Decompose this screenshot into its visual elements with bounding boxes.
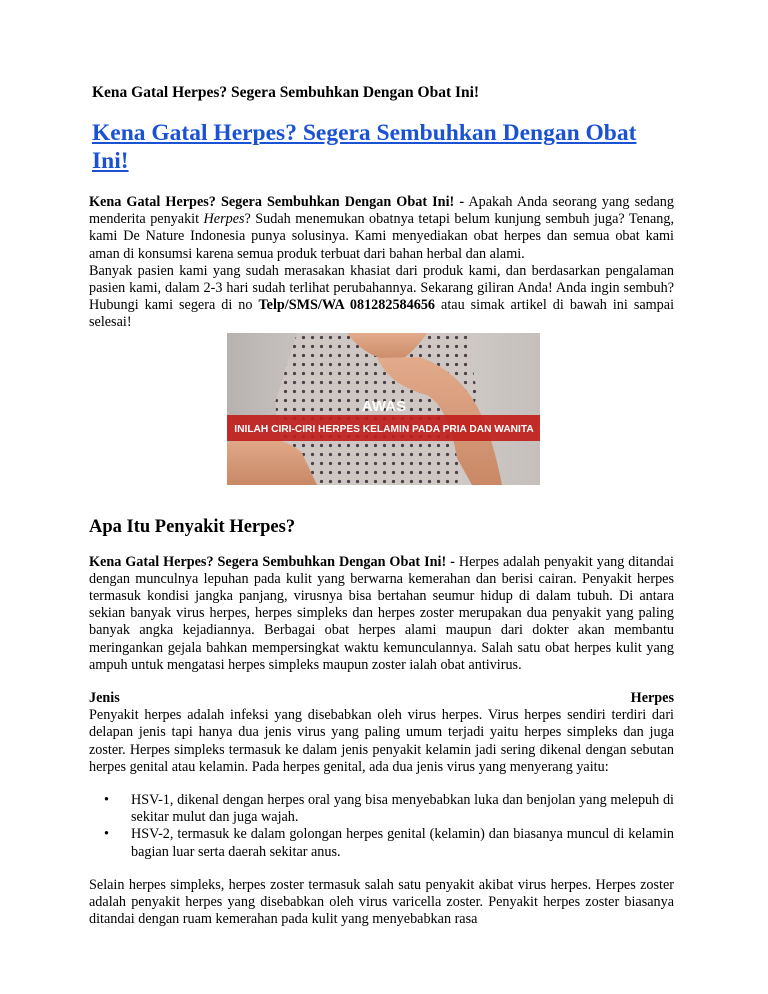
document-body — [89, 84, 674, 928]
article-title-link[interactable]: Kena Gatal Herpes? Segera Sembuhkan Dengan Obat Ini! — [92, 120, 637, 174]
intro-lead: Kena Gatal Herpes? Segera Sembuhkan Dengan Obat Ini! - — [89, 194, 465, 210]
intro-text-b: ? Sudah menemukan obatnya tetapi belum kunjung sembuh juga? Tenang, kami De Nature Indonesia punya solusinya. Kami menyediakan obat herpes dan semua obat kami aman di konsumsi karena semua produk terbuat dari bahan herbal dan alami. — [89, 211, 674, 262]
jenis-heading — [89, 690, 674, 707]
contact-text-b: atau simak artikel di bawah ini sampai selesai! — [89, 297, 675, 331]
banner-awas: AWAS — [361, 397, 407, 415]
list-item — [104, 826, 674, 860]
contact-paragraph — [89, 263, 674, 332]
closing-paragraph: Selain herpes simpleks, herpes zoster termasuk salah satu penyakit akibat virus herpes. Herpes zoster adalah penyakit herpes yang disebabkan oleh virus varicella zoster. Penyakit herpes zoster biasanya ditandai dengan ruam kemerahan pada kulit yang menyebabkan rasa — [89, 876, 674, 928]
list-item-text: HSV-1, dikenal dengan herpes oral yang bisa menyebabkan luka dan benjolan yang melepuh di sekitar mulut dan juga wajah. — [131, 792, 674, 826]
intro-text-a: Apakah Anda seorang yang sedang menderita penyakit — [89, 194, 674, 228]
section-lead: Kena Gatal Herpes? Segera Sembuhkan Dengan Obat Ini! - — [89, 553, 455, 570]
section-heading: Apa Itu Penyakit Herpes? — [89, 516, 296, 537]
list-item — [104, 792, 674, 826]
bullet-icon: • — [104, 792, 109, 809]
section-text: Herpes adalah penyakit yang ditandai dengan munculnya lepuhan pada kulit yang berwarna kemerahan dan berisi cairan. Penyakit herpes termasuk kondisi jangka panjang, virusnya bisa bertahan seumur hidup di dalam tubuh. Di antara sekian banyak virus herpes, herpes simpleks dan herpes zoster merupakan dua penyakit yang paling banyak angka kejadiannya. Berbagai obat herpes alami maupun dari dokter akan membantu meringankan gejala bahkan mempersingkat waktu kemunculannya. Salah satu obat herpes kulit yang ampuh untuk mengatasi herpes simpleks maupun zoster ialah obat antivirus. — [89, 553, 674, 673]
banner-caption: INILAH CIRI-CIRI HERPES KELAMIN PADA PRIA DAN WANITA — [234, 423, 534, 435]
contact-text-a: Banyak pasien kami yang sudah merasakan khasiat dari produk kami, dan berdasarkan pengalaman pasien kami, dalam 2-3 hari sudah terlihat perubahannya. Sekarang giliran Anda! Anda ingin sembuh? Hubungi kami segera di no — [89, 262, 674, 314]
herpes-illustration — [227, 333, 540, 485]
contact-phone: Telp/SMS/WA 081282584656 — [258, 297, 436, 314]
article-image — [227, 333, 540, 485]
bullet-icon: • — [104, 826, 109, 843]
jenis-right: Herpes — [630, 690, 674, 707]
document-heading: Kena Gatal Herpes? Segera Sembuhkan Dengan Obat Ini! — [92, 84, 480, 101]
intro-italic-term: Herpes — [203, 211, 245, 228]
intro-paragraph — [89, 194, 674, 263]
list-item-text: HSV-2, termasuk ke dalam golongan herpes genital (kelamin) dan biasanya muncul di kelamin bagian luar serta daerah sekitar anus. — [131, 826, 674, 860]
section-paragraph — [89, 554, 674, 674]
virus-list — [89, 792, 674, 861]
jenis-left: Jenis — [89, 690, 120, 707]
jenis-paragraph: Penyakit herpes adalah infeksi yang disebabkan oleh virus herpes. Virus herpes sendiri terdiri dari delapan jenis tapi hanya dua jenis virus yang paling umum terjadi yaitu herpes simpleks dan juga zoster. Herpes simpleks termasuk ke dalam jenis penyakit kelamin jadi sering dikenal dengan sebutan herpes genital atau kelamin. Pada herpes genital, ada dua jenis virus yang menyerang yaitu: — [89, 707, 674, 775]
